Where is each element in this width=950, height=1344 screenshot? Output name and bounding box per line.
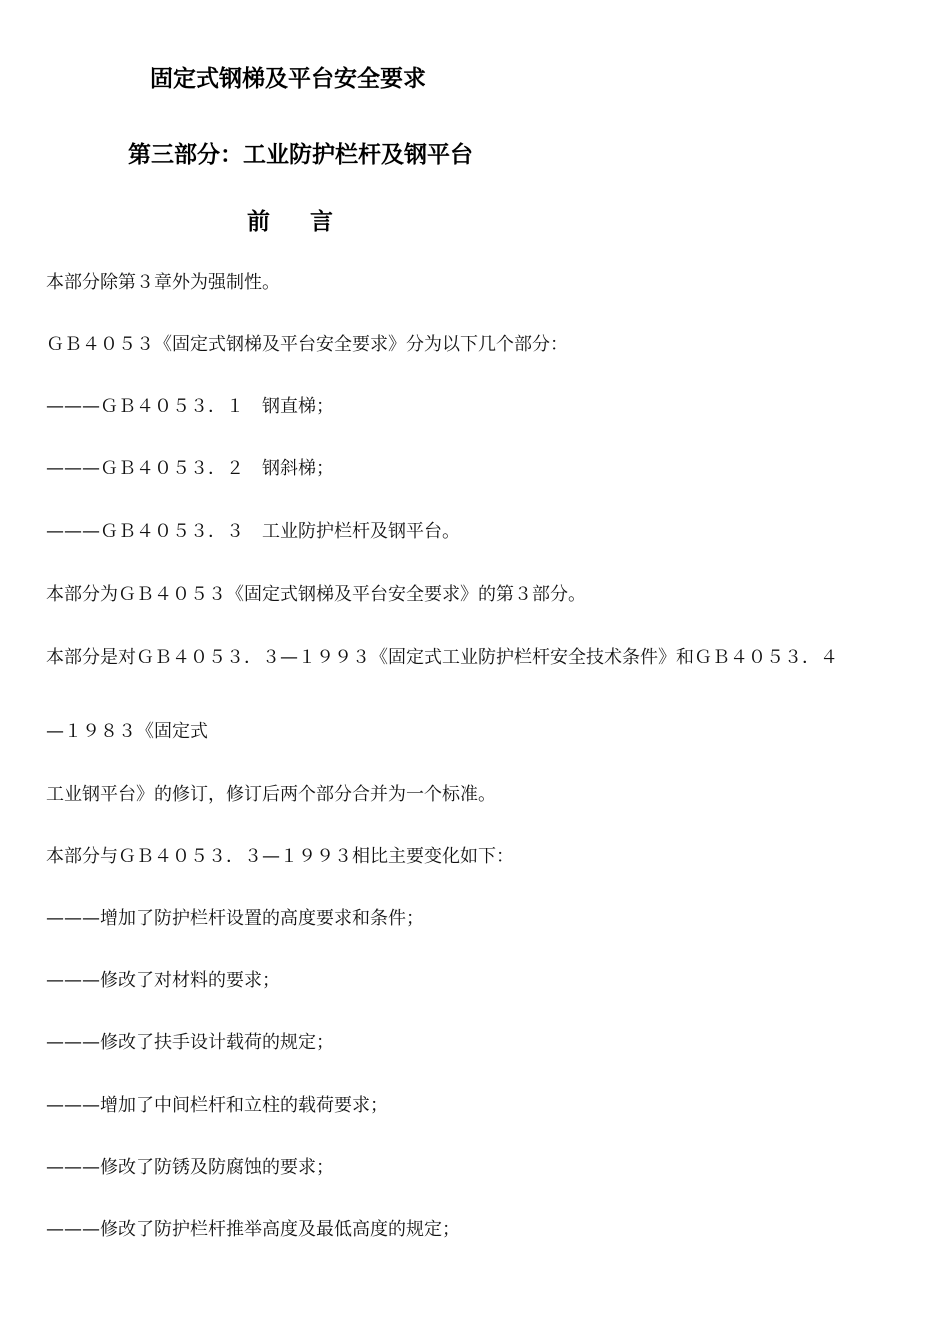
part-title: 第三部分：工业防护栏杆及钢平台	[128, 142, 473, 168]
paragraph-line: —１９８３《固定式	[46, 721, 208, 742]
paragraph-line: 工业钢平台》的修订，修订后两个部分合并为一个标准。	[46, 784, 496, 805]
paragraph-line: 本部分为ＧＢ４０５３《固定式钢梯及平台安全要求》的第３部分。	[46, 584, 586, 605]
preface-heading: 前言	[247, 209, 373, 235]
list-item: ———ＧＢ４０５３．１ 钢直梯；	[46, 396, 334, 417]
paragraph-line: 本部分与ＧＢ４０５３．３—１９９３相比主要变化如下：	[46, 846, 514, 867]
document-title: 固定式钢梯及平台安全要求	[150, 66, 426, 92]
list-item: ———修改了防锈及防腐蚀的要求；	[46, 1157, 334, 1178]
paragraph-line: ＧＢ４０５３《固定式钢梯及平台安全要求》分为以下几个部分：	[46, 334, 568, 355]
list-item: ———ＧＢ４０５３．３ 工业防护栏杆及钢平台。	[46, 521, 460, 542]
paragraph-line: 本部分是对ＧＢ４０５３．３—１９９３《固定式工业防护栏杆安全技术条件》和ＧＢ４０５３．４	[46, 647, 838, 668]
list-item: ———ＧＢ４０５３．２ 钢斜梯；	[46, 458, 334, 479]
list-item: ———修改了对材料的要求；	[46, 970, 280, 991]
paragraph-line: 本部分除第３章外为强制性。	[46, 272, 280, 293]
list-item: ———修改了扶手设计载荷的规定；	[46, 1032, 334, 1053]
list-item: ———增加了防护栏杆设置的高度要求和条件；	[46, 908, 424, 929]
list-item: ———增加了中间栏杆和立柱的载荷要求；	[46, 1095, 388, 1116]
list-item: ———修改了防护栏杆推举高度及最低高度的规定；	[46, 1219, 460, 1240]
